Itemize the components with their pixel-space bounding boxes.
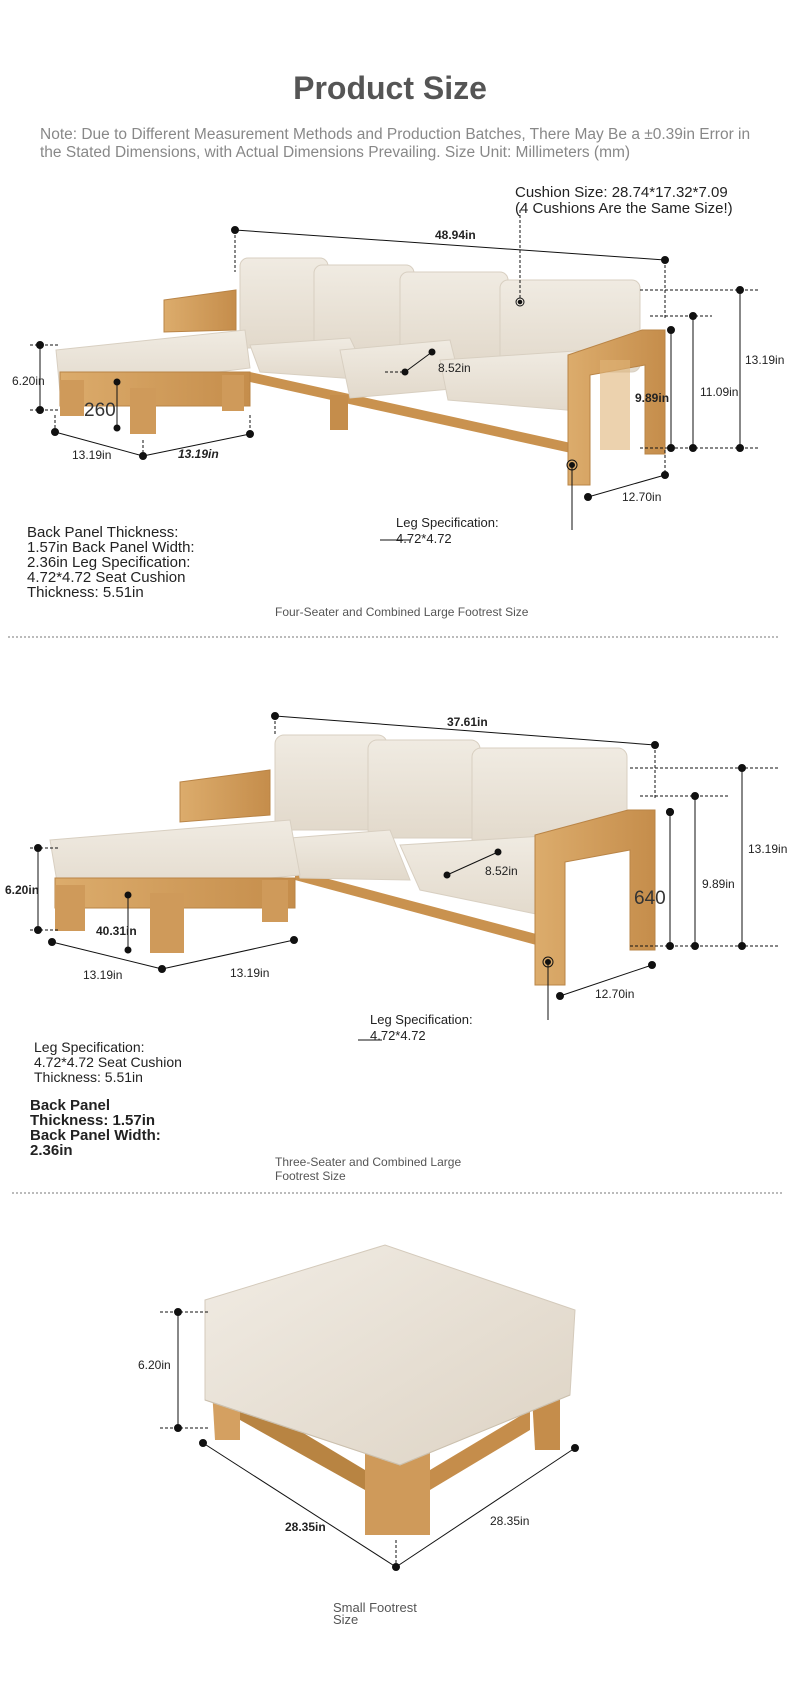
dim-height-outer-3: 13.19in [748,842,788,856]
footrest-leg-mark: 260 [84,400,116,421]
dim-height-mid: 11.09in [700,385,739,399]
page-title: Product Size [293,70,487,106]
back-panel-spec-3: Back Panel Thickness: 1.57in Back Panel Width: 2.36in [30,1097,161,1159]
dim-arm-depth-3: 12.70in [595,987,635,1001]
dim-top-width-3: 37.61in [447,715,488,729]
dim-small-footrest-width: 28.35in [285,1520,326,1534]
back-panel-spec: Back Panel Thickness: 1.57in Back Panel Width: 2.36in Leg Specification: 4.72*4.72 Seat Cushion Thickness: 5.51in [27,524,195,601]
dim-footrest-depth: 13.19in [178,447,219,461]
dim-height-inner: 9.89in [635,391,670,405]
dim-footrest-height-3: 6.20in [5,883,40,897]
dim-footrest-leg-3: 40.31in [96,924,137,938]
dim-arm-depth: 12.70in [622,490,662,504]
three-seater-caption: Three-Seater and Combined Large Footrest Size [275,1155,462,1183]
dim-footrest-width-3: 13.19in [83,968,123,982]
dim-top-width: 48.94in [435,228,476,242]
four-seater-caption: Four-Seater and Combined Large Footrest Size [275,605,529,619]
dim-footrest-depth-3: 13.19in [230,966,270,980]
small-footrest-caption: Small Footrest Size [333,1600,417,1627]
dim-footrest-height: 6.20in [12,374,45,388]
cushion-size-label: Cushion Size: 28.74*17.32*7.09 (4 Cushions Are the Same Size!) [515,184,733,217]
dim-height-inner-3: 9.89in [702,877,735,891]
dim-footrest-width: 13.19in [72,448,112,462]
arm-mark-3: 640 [634,888,666,909]
measurement-note: Note: Due to Different Measurement Methods and Production Batches, There May Be a ±0.39in Error in the Stated Dimensions, with Actual Dimensions Prevailing. Size Unit: Millimeters (mm) [40,126,751,161]
dim-small-footrest-height: 6.20in [138,1358,171,1372]
leg-spec-label-3: Leg Specification: 4.72*4.72 [370,1012,473,1043]
dim-height-outer: 13.19in [745,353,785,367]
dim-seat-depth: 8.52in [438,361,471,375]
dim-seat-depth-3: 8.52in [485,864,518,878]
leg-spec-label: Leg Specification: 4.72*4.72 [396,515,499,546]
spec-block-3: Leg Specification: 4.72*4.72 Seat Cushion Thickness: 5.51in [34,1039,182,1085]
dim-small-footrest-depth: 28.35in [490,1514,530,1528]
